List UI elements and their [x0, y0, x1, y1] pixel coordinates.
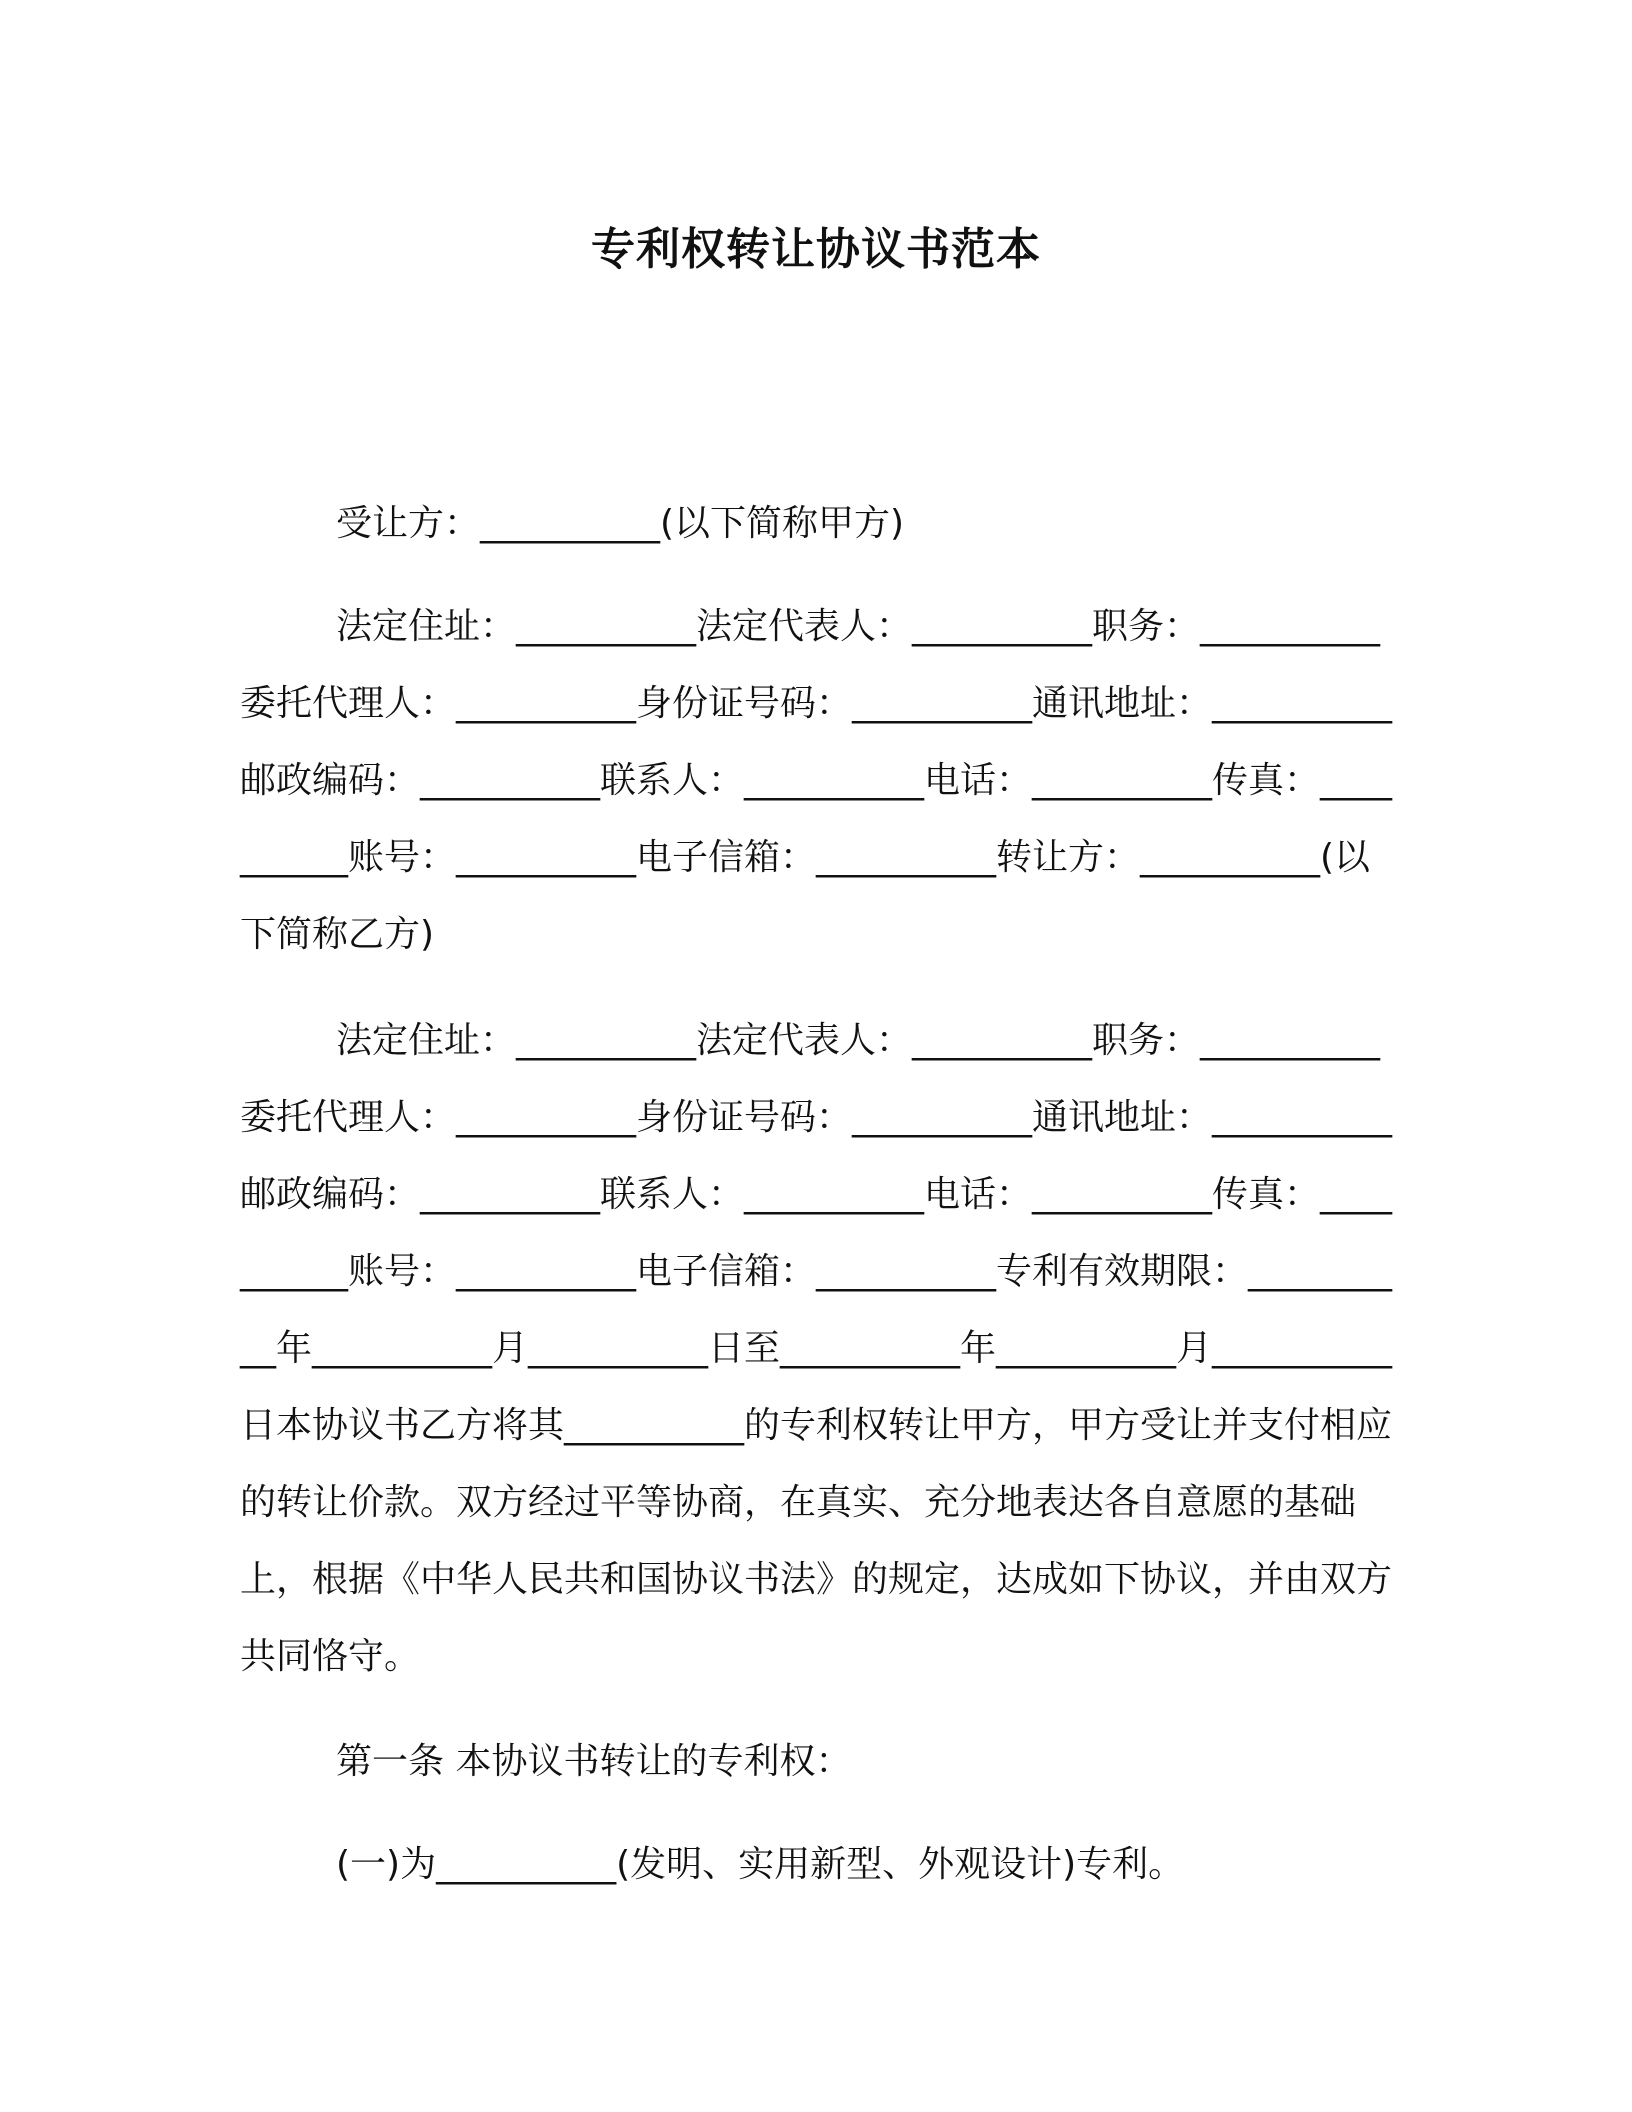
- article-1-heading: 第一条 本协议书转让的专利权：: [336, 1741, 852, 1782]
- party-b-info-paragraph: 法定住址：__________法定代表人：__________职务：__________委托代理人：__________身份证号码：__________通讯地址：__________邮政编码：__________联系人：__________电话：__________传真：__________账号：__________电子信箱：__________专利有效期限：__________年__________月__________日至__________年__________月__________日本协议书乙方将其__________的专利权转让甲方，甲方受让并支付相应的转让价款。双方经过平等协商，在真实、充分地表达各自意愿的基础上，根据《中华人民共和国协议书法》的规定，达成如下协议，并由双方共同恪守。: [240, 1020, 1393, 1677]
- article-1-item-1: (一)为__________(发明、实用新型、外观设计)专利。: [336, 1844, 1185, 1885]
- party-a-info-paragraph: 法定住址：__________法定代表人：__________职务：__________委托代理人：__________身份证号码：__________通讯地址：__________邮政编码：__________联系人：__________电话：__________传真：__________账号：__________电子信箱：__________转让方：__________(以下简称乙方): [240, 606, 1393, 955]
- document-title: 专利权转让协议书范本: [591, 224, 1041, 275]
- transferee-paragraph: 受让方：__________(以下简称甲方): [336, 503, 905, 544]
